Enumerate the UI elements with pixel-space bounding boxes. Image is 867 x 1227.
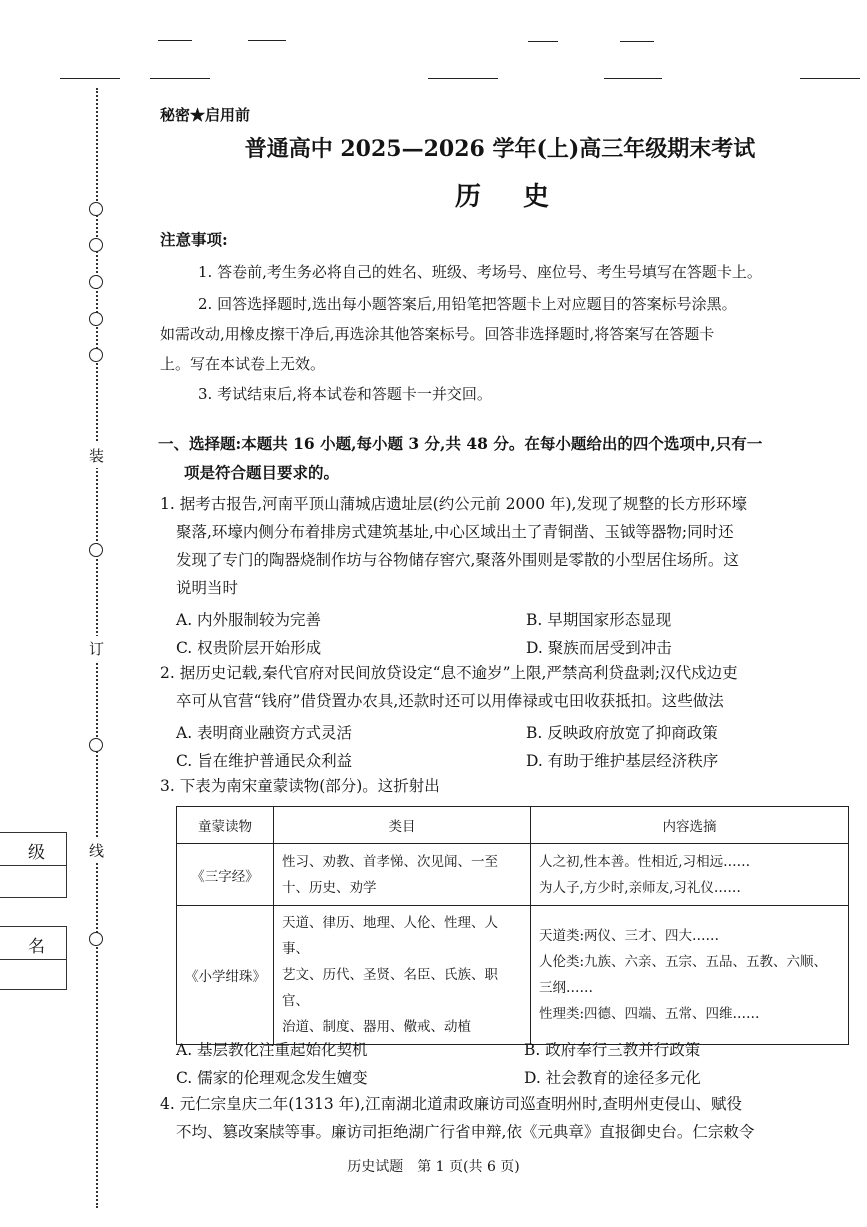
exam-title <box>0 132 867 163</box>
q4-stem: 4. 元仁宗皇庆二年(1313 年),江南湖北道肃政廉访司巡查明州时,查明州吏侵山、赋役 <box>160 1095 743 1113</box>
scan-mark <box>800 78 860 79</box>
table-header: 内容选摘 <box>531 807 849 844</box>
page-footer <box>0 1156 867 1176</box>
binding-hole <box>89 738 103 752</box>
notice-heading: 注意事项: <box>160 230 228 249</box>
scan-mark <box>528 41 558 42</box>
binding-hole <box>89 238 103 252</box>
section-heading-cont: 项是符合题目要求的。 <box>184 463 340 482</box>
table-header-row <box>177 807 849 844</box>
binding-char-ding: 订 <box>89 636 104 661</box>
category-line: 治道、制度、器用、儆戒、动植 <box>282 1019 471 1035</box>
notice-item-2-cont: 如需改动,用橡皮擦干净后,再选涂其他答案标号。回答非选择题时,将答案写在答题卡 <box>160 325 715 343</box>
notice-item-2: 2. 回答选择题时,选出每小题答案后,用铅笔把答题卡上对应题目的答案标号涂黑。 <box>198 295 737 313</box>
q4-stem: 不均、篡改案牍等事。廉访司拒绝湖广行省申辩,依《元典章》直报御史台。仁宗敕令 <box>176 1123 755 1141</box>
notice-item-2-cont: 上。写在本试卷上无效。 <box>160 355 326 373</box>
binding-char-xian: 线 <box>89 838 104 863</box>
q1-option-a: A. 内外服制较为完善 <box>176 611 322 629</box>
binding-hole <box>89 312 103 326</box>
table-cell-book: 《三字经》 <box>177 844 274 906</box>
scan-mark <box>604 78 662 79</box>
q3-option-a: A. 基层教化注重起始化契机 <box>176 1041 368 1059</box>
content-line: 人伦类:九族、六亲、五宗、五品、五教、六顺、 <box>539 954 828 970</box>
q3-table <box>176 806 849 1045</box>
table-cell-category <box>274 906 531 1045</box>
content-line: 人之初,性本善。性相近,习相远…… <box>539 853 751 870</box>
content-line: 性理类:四德、四端、五常、四维…… <box>539 1006 760 1022</box>
category-line: 天道、律历、地理、人伦、性理、人事、 <box>282 915 498 957</box>
content-line: 为人子,方少时,亲师友,习礼仪…… <box>539 879 741 896</box>
scan-mark <box>248 40 286 41</box>
q1-option-c: C. 权贵阶层开始形成 <box>176 639 322 657</box>
name-label: 名 <box>28 937 45 957</box>
name-field-line <box>0 958 67 990</box>
binding-hole <box>89 275 103 289</box>
scan-mark <box>428 78 498 79</box>
exam-title-text: 普通高中 2025—2026 学年(上)高三年级期末考试 <box>244 136 756 162</box>
scan-mark <box>158 40 192 41</box>
scan-mark <box>150 78 210 79</box>
table-cell-content <box>531 844 849 906</box>
binding-hole <box>89 932 103 946</box>
q2-option-b: B. 反映政府放宽了抑商政策 <box>526 724 718 742</box>
q3-stem: 3. 下表为南宋童蒙读物(部分)。这折射出 <box>160 777 440 795</box>
q2-option-a: A. 表明商业融资方式灵活 <box>176 724 353 742</box>
binding-hole <box>89 348 103 362</box>
q2-stem: 卒可从官营“钱府”借贷置办农具,还款时还可以用俸禄或屯田收获抵扣。这些做法 <box>176 692 724 710</box>
category-line: 十、历史、劝学 <box>282 879 377 896</box>
category-line: 性习、劝教、首孝悌、次见闻、一至 <box>282 853 498 870</box>
q1-stem: 发现了专门的陶器烧制作坊与谷物储存窖穴,聚落外围则是零散的小型居住场所。这 <box>176 551 739 569</box>
q2-option-c: C. 旨在维护普通民众利益 <box>176 752 353 770</box>
q3-option-d: D. 社会教育的途径多元化 <box>524 1069 701 1087</box>
q2-option-d: D. 有助于维护基层经济秩序 <box>526 752 719 770</box>
subject-title <box>0 176 867 213</box>
class-label: 级 <box>28 843 45 863</box>
q1-option-d: D. 聚族而居受到冲击 <box>526 639 672 657</box>
notice-item-3: 3. 考试结束后,将本试卷和答题卡一并交回。 <box>198 385 492 403</box>
table-header: 童蒙读物 <box>177 807 274 844</box>
binding-char-zhuang: 装 <box>89 443 104 468</box>
notice-item-1: 1. 答卷前,考生务必将自己的姓名、班级、考场号、座位号、考生号填写在答题卡上。 <box>198 263 762 281</box>
q3-option-b: B. 政府奉行三教并行政策 <box>524 1041 701 1059</box>
table-row <box>177 844 849 906</box>
table-header: 类目 <box>274 807 531 844</box>
class-field-line <box>0 864 67 898</box>
content-line: 三纲…… <box>539 980 593 996</box>
page-footer-text: 历史试题 第 1 页(共 6 页) <box>347 1159 520 1175</box>
q2-stem: 2. 据历史记载,秦代官府对民间放贷设定“息不逾岁”上限,严禁高利贷盘剥;汉代戍边吏 <box>160 664 738 682</box>
scan-mark <box>620 41 654 42</box>
content-line: 天道类:两仪、三才、四大…… <box>539 928 720 944</box>
subject-title-text: 历 史 <box>454 182 557 212</box>
table-cell-book: 《小学绀珠》 <box>177 906 274 1045</box>
scan-mark <box>60 78 120 79</box>
q1-option-b: B. 早期国家形态显现 <box>526 611 672 629</box>
q1-stem: 聚落,环壕内侧分布着排房式建筑基址,中心区域出土了青铜凿、玉钺等器物;同时还 <box>176 523 734 541</box>
q1-stem: 1. 据考古报告,河南平顶山蒲城店遗址层(约公元前 2000 年),发现了规整的长方形环壕 <box>160 495 747 513</box>
section-heading: 一、选择题:本题共 16 小题,每小题 3 分,共 48 分。在每小题给出的四个选项中,只有一 <box>158 434 763 453</box>
table-cell-category <box>274 844 531 906</box>
secret-label: 秘密★启用前 <box>160 106 251 124</box>
table-row <box>177 906 849 1045</box>
q3-option-c: C. 儒家的伦理观念发生嬗变 <box>176 1069 368 1087</box>
table-cell-content <box>531 906 849 1045</box>
binding-hole <box>89 543 103 557</box>
category-line: 艺文、历代、圣贤、名臣、氏族、职官、 <box>282 967 498 1009</box>
q1-stem: 说明当时 <box>176 579 239 597</box>
